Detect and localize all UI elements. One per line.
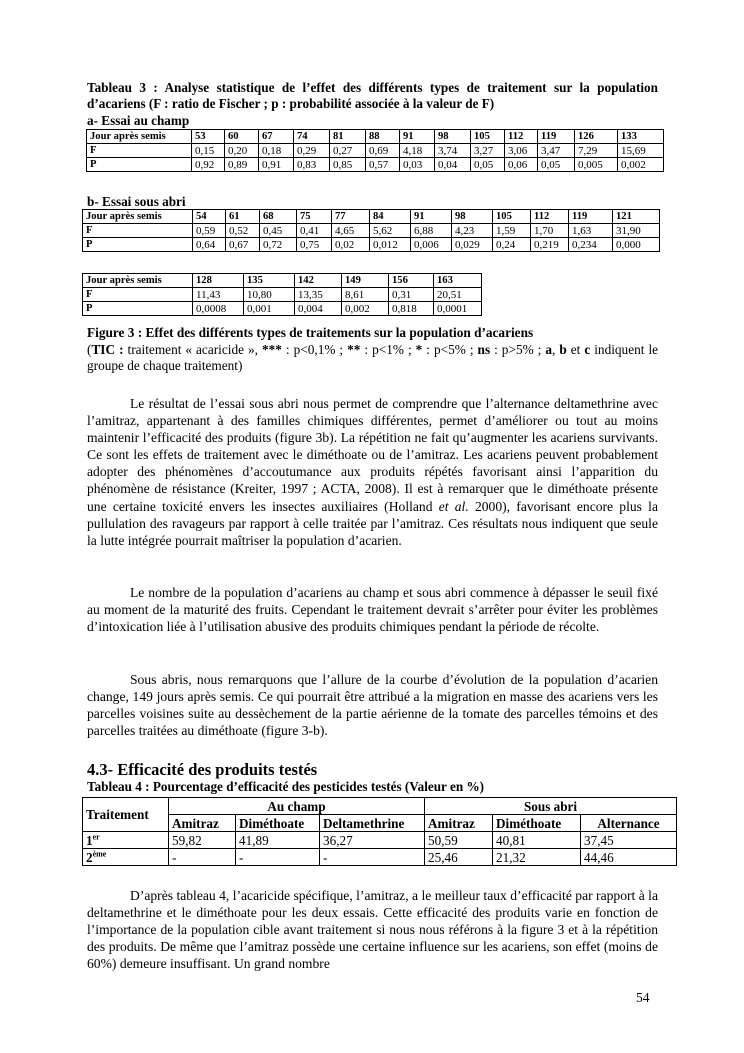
table-cell: 0,15 — [192, 144, 225, 158]
table-cell: 0,18 — [259, 144, 294, 158]
col-header: Alternance — [581, 815, 677, 832]
table-cell: 0,24 — [493, 238, 531, 252]
shelter-group-header: Sous abri — [425, 798, 677, 815]
col-header: Amitraz — [425, 815, 493, 832]
column-header: 126 — [575, 130, 618, 144]
row-label: 2ème — [83, 849, 169, 866]
f-row — [87, 144, 664, 158]
field-trial-table — [86, 129, 664, 172]
table-cell: 44,46 — [581, 849, 677, 866]
header-row — [87, 130, 664, 144]
table-cell: 0,234 — [569, 238, 613, 252]
table-cell: 8,61 — [342, 288, 389, 302]
table-cell: 3,27 — [471, 144, 505, 158]
table-cell: 0,005 — [575, 158, 618, 172]
table-cell: 31,90 — [613, 224, 660, 238]
column-header: 98 — [435, 130, 471, 144]
column-header: 61 — [226, 210, 260, 224]
shelter-trial-table-2 — [82, 273, 482, 316]
row-label: Jour après semis — [83, 210, 193, 224]
page-number: 54 — [636, 990, 650, 1005]
table-cell: 0,57 — [366, 158, 400, 172]
table-cell: 0,75 — [297, 238, 332, 252]
table-cell: 0,04 — [435, 158, 471, 172]
table-cell: 0,31 — [389, 288, 434, 302]
table3-caption: Tableau 3 : Analyse statistique de l’effet des différents types de traitement sur la population d’acariens (F : ratio de Fischer ; p : probabilité associée à la valeur de F) — [87, 80, 658, 112]
column-header: 119 — [569, 210, 613, 224]
column-header: 74 — [294, 130, 330, 144]
column-header: 105 — [471, 130, 505, 144]
efficacy-table — [82, 797, 677, 866]
table-cell: 0,02 — [332, 238, 370, 252]
table-cell: 4,65 — [332, 224, 370, 238]
section-heading: 4.3- Efficacité des produits testés — [87, 760, 318, 779]
column-header: 149 — [342, 274, 389, 288]
table-cell: 1,63 — [569, 224, 613, 238]
column-header: 119 — [538, 130, 575, 144]
header-row — [83, 210, 660, 224]
table-cell: 6,88 — [411, 224, 452, 238]
column-header: 156 — [389, 274, 434, 288]
table-cell: 25,46 — [425, 849, 493, 866]
table-cell: 0,45 — [260, 224, 297, 238]
column-header: 68 — [260, 210, 297, 224]
table-cell: 0,41 — [297, 224, 332, 238]
table-cell: 0,29 — [294, 144, 330, 158]
table-cell: 0,91 — [259, 158, 294, 172]
table-cell: 0,05 — [471, 158, 505, 172]
column-header: 163 — [434, 274, 482, 288]
column-header: 81 — [330, 130, 366, 144]
table-cell: 0,012 — [370, 238, 411, 252]
table-cell: 36,27 — [320, 832, 425, 849]
field-group-header: Au champ — [169, 798, 425, 815]
table-cell: 5,62 — [370, 224, 411, 238]
table-cell: - — [169, 849, 236, 866]
p-row — [83, 238, 660, 252]
table-cell: 4,23 — [452, 224, 493, 238]
table-cell: 0,05 — [538, 158, 575, 172]
column-header: 135 — [244, 274, 295, 288]
column-header: 84 — [370, 210, 411, 224]
row-label: F — [83, 224, 193, 238]
table-cell: 20,51 — [434, 288, 482, 302]
table-cell: 50,59 — [425, 832, 493, 849]
table-cell: 0,67 — [226, 238, 260, 252]
row-label: P — [83, 302, 193, 316]
col-header: Diméthoate — [236, 815, 320, 832]
f-row — [83, 224, 660, 238]
column-header: 105 — [493, 210, 531, 224]
shelter-trial-table-1 — [82, 209, 660, 252]
row-label: F — [87, 144, 192, 158]
table-cell: 0,52 — [226, 224, 260, 238]
table-cell: 0,83 — [294, 158, 330, 172]
table-cell: 37,45 — [581, 832, 677, 849]
column-header: 88 — [366, 130, 400, 144]
table-cell: 3,74 — [435, 144, 471, 158]
column-header: 128 — [193, 274, 244, 288]
table-cell: 0,219 — [531, 238, 569, 252]
table-cell: 3,47 — [538, 144, 575, 158]
table-cell: 0,03 — [400, 158, 435, 172]
col-header: Amitraz — [169, 815, 236, 832]
row-label: Jour après semis — [87, 130, 192, 144]
table-cell: 0,029 — [452, 238, 493, 252]
column-header: 54 — [193, 210, 226, 224]
f-row — [83, 288, 482, 302]
paragraph-2: Le nombre de la population d’acariens au champ et sous abri commence à dépasser le seuil fixé au moment de la maturité des fruits. Cependant le traitement devrait s’arrêter pour éviter les problèmes d’intoxication liée à l’utilisation abusive des produits chimiques pendant la période de récolte. — [87, 585, 658, 635]
p-row — [83, 302, 482, 316]
treatment-header: Traitement — [83, 798, 169, 832]
table-cell: 0,0008 — [193, 302, 244, 316]
table-cell: 0,64 — [193, 238, 226, 252]
table-cell: 10,80 — [244, 288, 295, 302]
table-row — [83, 832, 677, 849]
table-cell: 0,004 — [295, 302, 342, 316]
table-cell: 4,18 — [400, 144, 435, 158]
row-label: P — [83, 238, 193, 252]
table-cell: - — [236, 849, 320, 866]
column-header: 133 — [618, 130, 664, 144]
table-cell: 13,35 — [295, 288, 342, 302]
table-cell: 0,69 — [366, 144, 400, 158]
column-header: 121 — [613, 210, 660, 224]
column-header: 112 — [505, 130, 538, 144]
column-header: 53 — [192, 130, 225, 144]
table-cell: 41,89 — [236, 832, 320, 849]
table-cell: 0,20 — [225, 144, 259, 158]
row-label: 1er — [83, 832, 169, 849]
figure3-caption: Figure 3 : Effet des différents types de traitements sur la population d’acariens (TIC : traitement « acaricide », *** : p<0,1% ; ** : p<1% ; * : p<5% ; ns : p>5% ; a, b et c indiquent le groupe de chaque traitement) — [87, 325, 659, 374]
table-cell: 0,72 — [260, 238, 297, 252]
figure3-title: Figure 3 : Effet des différents types de traitements sur la population d’acariens — [87, 325, 534, 340]
table-cell: 0,06 — [505, 158, 538, 172]
row-label: P — [87, 158, 192, 172]
paragraph-1: Le résultat de l’essai sous abri nous permet de comprendre que l’alternance deltamethrine avec l’amitraz, appartenant à des familles chimiques différentes, permet d’améliorer ou tout au moins maintenir l’efficacité des produits (figure 3b). La répétition ne fait qu’augmenter les acariens survivants. Ce sont les effets de traitement avec le diméthoate ou de l’amitraz. Les acariens peuvent probablement adopter des phénomènes d’accoutumance aux produits répétés favorisant ainsi l’apparition du phénomène de résistance (Kreiter, 1997 ; ACTA, 2008). Il est à remarquer que le diméthoate présente une certaine toxicité envers les insectes auxiliaires (Holland et al. 2000), favorisant encore plus la pullulation des ravageurs par rapport à celle traitée par l’amitraz. Ces résultats nous indiquent que seule la lutte intégrée pourrait maîtriser la population d’acarien. — [87, 396, 658, 548]
p-row — [87, 158, 664, 172]
header-row — [83, 274, 482, 288]
column-header: 91 — [400, 130, 435, 144]
table-cell: 0,001 — [244, 302, 295, 316]
table-cell: 0,85 — [330, 158, 366, 172]
col-header: Deltamethrine — [320, 815, 425, 832]
table-cell: 3,06 — [505, 144, 538, 158]
table-cell: 0,000 — [613, 238, 660, 252]
table-cell: 7,29 — [575, 144, 618, 158]
table-row — [83, 849, 677, 866]
table-cell: 0,89 — [225, 158, 259, 172]
row-label: Jour après semis — [83, 274, 193, 288]
row-label: F — [83, 288, 193, 302]
column-header: 98 — [452, 210, 493, 224]
table-cell: 0,92 — [192, 158, 225, 172]
table-cell: 0,002 — [342, 302, 389, 316]
column-header: 112 — [531, 210, 569, 224]
shelter-trial-title: b- Essai sous abri — [87, 194, 186, 209]
table-cell: 0,0001 — [434, 302, 482, 316]
column-header: 75 — [297, 210, 332, 224]
table-cell: 1,70 — [531, 224, 569, 238]
table-cell: 1,59 — [493, 224, 531, 238]
field-trial-title: a- Essai au champ — [87, 113, 190, 128]
paragraph-3: Sous abris, nous remarquons que l’allure de la courbe d’évolution de la population d’acarien change, 149 jours après semis. Ce qui pourrait être attribué a la migration en masse des acariens vers les parcelles voisines suite au dessèchement de la partie aérienne de la tomate des parcelles témoins et des parcelles traitées au diméthoate (figure 3-b). — [87, 672, 658, 739]
table-cell: 21,32 — [493, 849, 581, 866]
table-cell: 0,59 — [193, 224, 226, 238]
paragraph-4: D’après tableau 4, l’acaricide spécifique, l’amitraz, a le meilleur taux d’efficacité par rapport à la deltamethrine et le diméthoate pour les deux essais. Cette efficacité des produits varie en fonction de l’importance de la population cible avant traitement si nous nous référons à la figure 3 et à la répétition des produits. De même que l’amitraz possède une certaine influence sur les acariens, son effet (moins de 60%) demeure insuffisant. Un grand nombre — [87, 888, 658, 972]
column-header: 60 — [225, 130, 259, 144]
table-cell: 0,006 — [411, 238, 452, 252]
table4-caption: Tableau 4 : Pourcentage d’efficacité des pesticides testés (Valeur en %) — [87, 779, 485, 794]
table-cell: - — [320, 849, 425, 866]
column-header: 67 — [259, 130, 294, 144]
table-cell: 0,818 — [389, 302, 434, 316]
table-cell: 0,27 — [330, 144, 366, 158]
table-cell: 11,43 — [193, 288, 244, 302]
table-cell: 15,69 — [618, 144, 664, 158]
column-header: 91 — [411, 210, 452, 224]
table-cell: 0,002 — [618, 158, 664, 172]
col-header: Diméthoate — [493, 815, 581, 832]
table-cell: 40,81 — [493, 832, 581, 849]
table-cell: 59,82 — [169, 832, 236, 849]
column-header: 142 — [295, 274, 342, 288]
column-header: 77 — [332, 210, 370, 224]
